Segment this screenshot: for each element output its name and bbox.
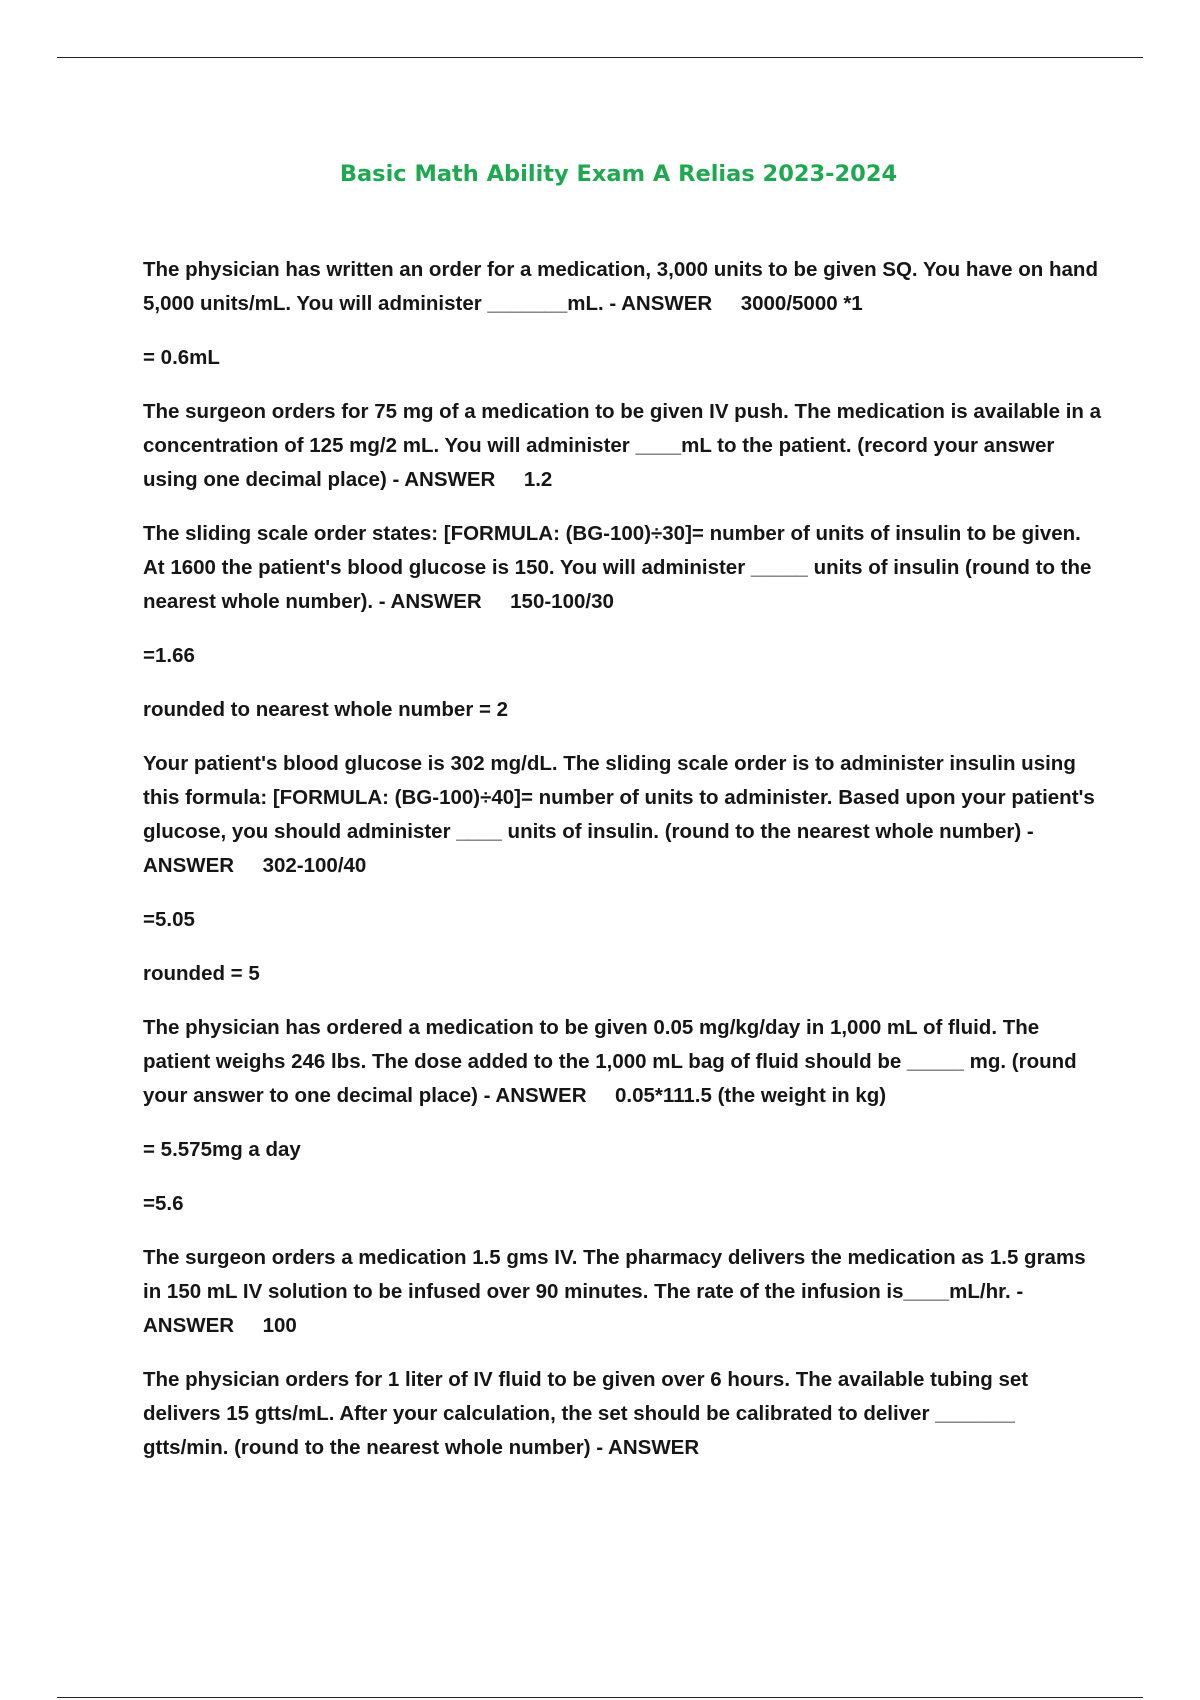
answer-line: =5.05: [143, 908, 195, 931]
question-paragraph: The sliding scale order states: [FORMULA: (BG-100)÷30]= number of units of insulin to be given. At 1600 the patient's blood glucose is 150. You will administer _____ units of insulin (round to the nearest whole number). - ANSWER 150-100/30: [143, 522, 1098, 613]
answer-line: = 0.6mL: [143, 346, 220, 369]
question-paragraph: The surgeon orders for 75 mg of a medication to be given IV push. The medication is available in a concentration of 125 mg/2 mL. You will administer ____mL to the patient. (record your answer using one decimal place) - ANSWER 1.2: [143, 400, 1107, 491]
question-paragraph: The physician has ordered a medication to be given 0.05 mg/kg/day in 1,000 mL of fluid. The patient weighs 246 lbs. The dose added to the 1,000 mL bag of fluid should be _____ mg. (round your answer to one decimal place) - ANSWER 0.05*111.5 (the weight in kg): [143, 1016, 1083, 1107]
question-paragraph: The physician orders for 1 liter of IV fluid to be given over 6 hours. The available tubing set delivers 15 gtts/mL. After your calculation, the set should be calibrated to deliver _______ gtts/min. (round to the nearest whole number) - ANSWER: [143, 1368, 1034, 1459]
answer-line: rounded to nearest whole number = 2: [143, 698, 509, 721]
page-title: Basic Math Ability Exam A Relias 2023-2024: [339, 161, 898, 188]
answer-line: =5.6: [143, 1192, 184, 1215]
answer-line: = 5.575mg a day: [143, 1138, 301, 1161]
bottom-divider: [57, 1697, 1143, 1698]
document-body: [143, 253, 1107, 1485]
top-divider: [57, 57, 1143, 58]
answer-line: =1.66: [143, 644, 195, 667]
question-paragraph: Your patient's blood glucose is 302 mg/dL. The sliding scale order is to administer insulin using this formula: [FORMULA: (BG-100)÷40]= number of units to administer. Based upon your patient's glucose, you should administer ____ units of insulin. (round to the nearest whole number) - ANSWER 302-100/40: [143, 752, 1101, 877]
answer-line: rounded = 5: [143, 962, 260, 985]
question-paragraph: The physician has written an order for a medication, 3,000 units to be given SQ. You have on hand 5,000 units/mL. You will administer _______mL. - ANSWER 3000/5000 *1: [143, 258, 1104, 315]
question-paragraph: The surgeon orders a medication 1.5 gms IV. The pharmacy delivers the medication as 1.5 grams in 150 mL IV solution to be infused over 90 minutes. The rate of the infusion is____mL/hr. - ANSWER 100: [143, 1246, 1092, 1337]
